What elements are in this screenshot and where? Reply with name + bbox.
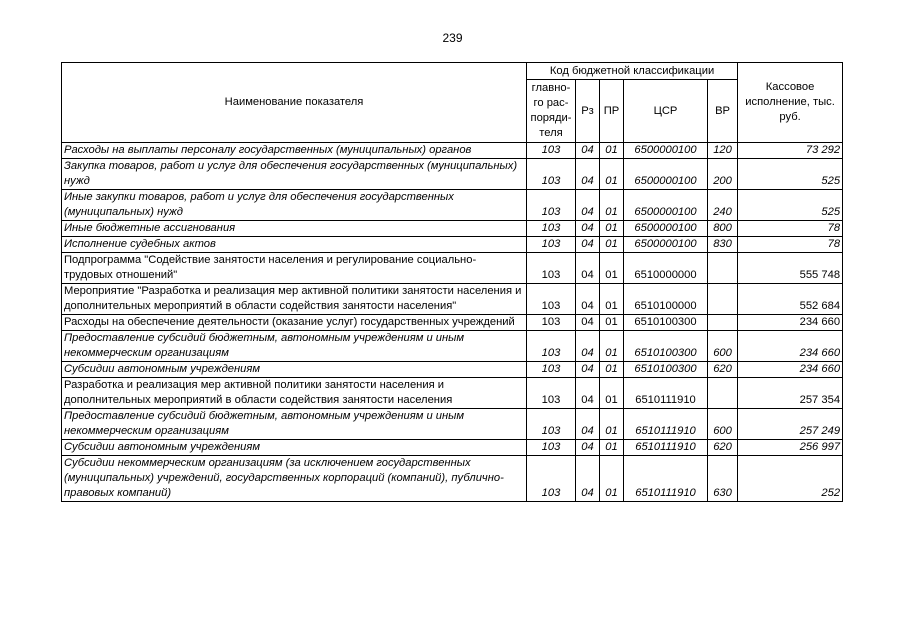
row-amount: 78 (738, 221, 843, 237)
row-name: Мероприятие "Разработка и реализация мер активной политики занятости населения и дополнительных мероприятий в области содействия занятости населения" (62, 284, 527, 315)
table-row (62, 284, 843, 315)
row-pr-code: 01 (600, 253, 624, 284)
row-gr-code: 103 (527, 284, 576, 315)
row-vr-code: 200 (708, 159, 738, 190)
row-vr-code: 620 (708, 362, 738, 378)
page-number: 239 (442, 31, 463, 45)
table-row (62, 253, 843, 284)
table-row (62, 409, 843, 440)
row-rz-code: 04 (576, 315, 600, 331)
row-vr-code: 120 (708, 143, 738, 159)
row-vr-code: 600 (708, 331, 738, 362)
row-amount: 252 (738, 456, 843, 502)
row-pr-code: 01 (600, 409, 624, 440)
row-vr-code (708, 315, 738, 331)
row-gr-code: 103 (527, 362, 576, 378)
header-total-column: Кассовое исполнение, тыс. руб. (738, 63, 843, 143)
row-gr-code: 103 (527, 378, 576, 409)
row-gr-code: 103 (527, 315, 576, 331)
row-pr-code: 01 (600, 331, 624, 362)
table-row (62, 159, 843, 190)
row-rz-code: 04 (576, 221, 600, 237)
row-name: Предоставление субсидий бюджетным, автономным учреждениям и иным некоммерческим организациям (62, 331, 527, 362)
row-vr-code: 630 (708, 456, 738, 502)
row-pr-code: 01 (600, 378, 624, 409)
budget-table (61, 62, 843, 502)
row-csr-code: 6510100300 (624, 315, 708, 331)
row-amount: 256 997 (738, 440, 843, 456)
row-pr-code: 01 (600, 159, 624, 190)
table-row (62, 190, 843, 221)
row-rz-code: 04 (576, 159, 600, 190)
row-csr-code: 6500000100 (624, 190, 708, 221)
row-csr-code: 6500000100 (624, 237, 708, 253)
row-csr-code: 6510100300 (624, 362, 708, 378)
row-csr-code: 6510111910 (624, 456, 708, 502)
row-rz-code: 04 (576, 362, 600, 378)
row-gr-code: 103 (527, 159, 576, 190)
row-gr-code: 103 (527, 456, 576, 502)
table-header (62, 63, 843, 143)
row-pr-code: 01 (600, 237, 624, 253)
table-row (62, 237, 843, 253)
row-csr-code: 6510111910 (624, 378, 708, 409)
row-name: Субсидии автономным учреждениям (62, 362, 527, 378)
row-name: Предоставление субсидий бюджетным, автономным учреждениям и иным некоммерческим организациям (62, 409, 527, 440)
table-row (62, 221, 843, 237)
row-name: Подпрограмма "Содействие занятости населения и регулирование социально-трудовых отношений" (62, 253, 527, 284)
row-rz-code: 04 (576, 284, 600, 315)
row-rz-code: 04 (576, 378, 600, 409)
row-gr-code: 103 (527, 221, 576, 237)
row-pr-code: 01 (600, 190, 624, 221)
row-csr-code: 6510000000 (624, 253, 708, 284)
row-gr-code: 103 (527, 253, 576, 284)
row-gr-code: 103 (527, 237, 576, 253)
table-row (62, 362, 843, 378)
row-name: Субсидии автономным учреждениям (62, 440, 527, 456)
row-rz-code: 04 (576, 440, 600, 456)
row-csr-code: 6500000100 (624, 143, 708, 159)
row-name: Исполнение судебных актов (62, 237, 527, 253)
table-row (62, 143, 843, 159)
row-amount: 525 (738, 190, 843, 221)
row-gr-code: 103 (527, 440, 576, 456)
row-pr-code: 01 (600, 221, 624, 237)
row-rz-code: 04 (576, 456, 600, 502)
row-amount: 234 660 (738, 362, 843, 378)
table-row (62, 378, 843, 409)
table-row (62, 331, 843, 362)
row-vr-code: 800 (708, 221, 738, 237)
row-name: Закупка товаров, работ и услуг для обеспечения государственных (муниципальных) нужд (62, 159, 527, 190)
row-pr-code: 01 (600, 143, 624, 159)
row-gr-code: 103 (527, 143, 576, 159)
row-pr-code: 01 (600, 284, 624, 315)
row-amount: 257 354 (738, 378, 843, 409)
row-name: Иные бюджетные ассигнования (62, 221, 527, 237)
row-vr-code: 600 (708, 409, 738, 440)
row-amount: 234 660 (738, 315, 843, 331)
row-pr-code: 01 (600, 362, 624, 378)
row-rz-code: 04 (576, 237, 600, 253)
row-amount: 555 748 (738, 253, 843, 284)
header-name-column: Наименование показателя (62, 63, 527, 143)
row-csr-code: 6510100300 (624, 331, 708, 362)
row-rz-code: 04 (576, 409, 600, 440)
row-gr-code: 103 (527, 331, 576, 362)
header-code-group: Код бюджетной классификации (527, 63, 738, 80)
row-name: Разработка и реализация мер активной политики занятости населения и дополнительных мероприятий в области содействия занятости населения (62, 378, 527, 409)
row-csr-code: 6500000100 (624, 159, 708, 190)
row-rz-code: 04 (576, 331, 600, 362)
row-rz-code: 04 (576, 253, 600, 284)
header-csr-column: ЦСР (624, 80, 708, 143)
row-pr-code: 01 (600, 440, 624, 456)
row-name: Иные закупки товаров, работ и услуг для обеспечения государственных (муниципальных) нужд (62, 190, 527, 221)
row-name: Субсидии некоммерческим организациям (за исключением государственных (муниципальных) учреждений, государственных корпораций (компаний), публично-правовых компаний) (62, 456, 527, 502)
row-amount: 552 684 (738, 284, 843, 315)
row-name: Расходы на выплаты персоналу государственных (муниципальных) органов (62, 143, 527, 159)
row-rz-code: 04 (576, 143, 600, 159)
row-amount: 78 (738, 237, 843, 253)
row-csr-code: 6510100000 (624, 284, 708, 315)
table-row (62, 440, 843, 456)
table-body (62, 143, 843, 502)
row-gr-code: 103 (527, 190, 576, 221)
row-csr-code: 6510111910 (624, 409, 708, 440)
row-name: Расходы на обеспечение деятельности (оказание услуг) государственных учреждений (62, 315, 527, 331)
header-vr-column: ВР (708, 80, 738, 143)
row-csr-code: 6510111910 (624, 440, 708, 456)
row-amount: 257 249 (738, 409, 843, 440)
row-pr-code: 01 (600, 456, 624, 502)
row-amount: 525 (738, 159, 843, 190)
row-pr-code: 01 (600, 315, 624, 331)
table-row (62, 456, 843, 502)
row-amount: 234 660 (738, 331, 843, 362)
row-vr-code (708, 253, 738, 284)
row-vr-code: 830 (708, 237, 738, 253)
row-csr-code: 6500000100 (624, 221, 708, 237)
header-gr-column: главно-го рас-поряди-теля (527, 80, 576, 143)
row-gr-code: 103 (527, 409, 576, 440)
row-vr-code: 240 (708, 190, 738, 221)
row-vr-code: 620 (708, 440, 738, 456)
row-vr-code (708, 284, 738, 315)
row-amount: 73 292 (738, 143, 843, 159)
table-row (62, 315, 843, 331)
row-rz-code: 04 (576, 190, 600, 221)
header-rz-column: Рз (576, 80, 600, 143)
row-vr-code (708, 378, 738, 409)
header-pr-column: ПР (600, 80, 624, 143)
